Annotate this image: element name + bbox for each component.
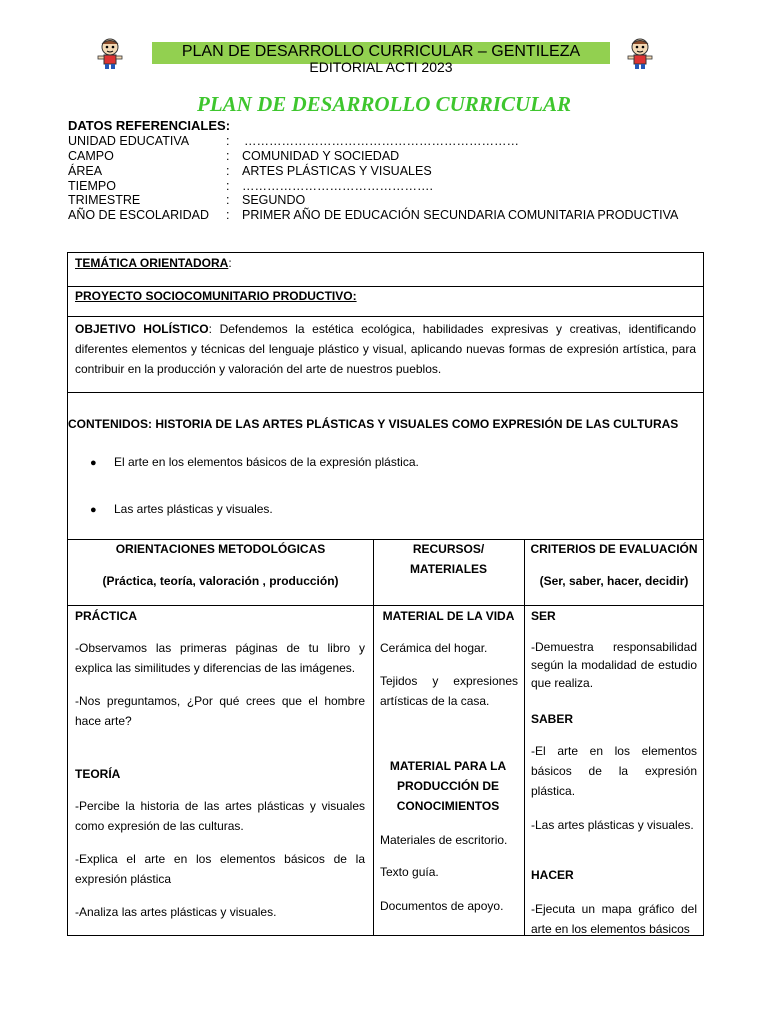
datos-row-unidad (68, 134, 519, 148)
col1-subheader: (Práctica, teoría, valoración , producción) (102, 574, 339, 588)
datos-value: PRIMER AÑO DE EDUCACIÓN SECUNDARIA COMUNITARIA PRODUCTIVA (242, 208, 679, 222)
header-banner (152, 42, 610, 75)
datos-row-tiempo (68, 179, 433, 193)
practica-item: -Nos preguntamos, ¿Por qué crees que el hombre hace arte? (75, 694, 365, 728)
datos-value: ARTES PLÁSTICAS Y VISUALES (242, 164, 432, 178)
hacer-heading: HACER (531, 868, 574, 882)
material-item: Texto guía. (380, 865, 439, 879)
objetivo-label: OBJETIVO HOLÍSTICO (75, 322, 209, 336)
mascot-right-icon (625, 37, 655, 71)
teoria-item: -Analiza las artes plásticas y visuales. (75, 905, 277, 919)
datos-sep: : (226, 208, 230, 222)
row-divider (68, 316, 703, 317)
bullet-icon: ● (90, 457, 97, 469)
saber-item: -Las artes plásticas y visuales. (531, 818, 694, 832)
datos-value: COMUNIDAD Y SOCIEDAD (242, 149, 400, 163)
mascot-left-icon (95, 37, 125, 71)
datos-value: ………………………………………………………… (244, 134, 519, 148)
col3-subheader: (Ser, saber, hacer, decidir) (539, 574, 689, 588)
bullet-icon: ● (90, 504, 97, 516)
tematica-colon: : (228, 256, 232, 270)
datos-row-trimestre (68, 193, 305, 207)
datos-label: UNIDAD EDUCATIVA (68, 134, 190, 148)
datos-heading: DATOS REFERENCIALES: (68, 118, 231, 133)
saber-item: -El arte en los elementos básicos de la expresión plástica. (531, 744, 697, 798)
tematica-row (75, 253, 232, 273)
teoria-item: -Percibe la historia de las artes plásticas y visuales como expresión de las culturas. (75, 799, 365, 833)
datos-value: ………………………………………. (242, 179, 433, 193)
banner-subtitle: EDITORIAL ACTI 2023 (309, 59, 453, 75)
practica-item: -Observamos las primeras páginas de tu libro y explica las similitudes y diferencias de las imágenes. (75, 641, 365, 675)
col3-header: CRITERIOS DE EVALUACIÓN (530, 542, 698, 556)
material-vida-heading: MATERIAL DE LA VIDA (382, 609, 515, 623)
contenidos-item (90, 502, 273, 516)
saber-heading: SABER (531, 712, 574, 726)
page-title: PLAN DE DESARROLLO CURRICULAR (197, 92, 571, 116)
datos-row-area (68, 164, 432, 178)
datos-label: CAMPO (68, 149, 114, 163)
hacer-item: -Ejecuta un mapa gráfico del arte en los elementos básicos (531, 902, 697, 936)
proyecto-label: PROYECTO SOCIOCOMUNITARIO PRODUCTIVO: (75, 289, 357, 303)
contenidos-item-text: Las artes plásticas y visuales. (114, 502, 273, 516)
datos-row-campo (68, 149, 399, 163)
datos-sep: : (226, 164, 230, 178)
col2-header-line1: RECURSOS/ (412, 542, 485, 556)
objetivo-cell (75, 319, 696, 379)
col2-header-line2: MATERIALES (409, 562, 488, 576)
teoria-heading: TEORÍA (75, 767, 121, 781)
datos-value: SEGUNDO (242, 193, 306, 207)
col1-header: ORIENTACIONES METODOLÓGICAS (115, 542, 326, 556)
datos-label: ÁREA (68, 164, 103, 178)
material-item: Documentos de apoyo. (380, 899, 504, 913)
contenidos-heading: CONTENIDOS: HISTORIA DE LAS ARTES PLÁSTICAS Y VISUALES COMO EXPRESIÓN DE LAS CULTURAS (68, 417, 679, 431)
curriculum-table (67, 252, 704, 936)
row-divider (68, 392, 703, 393)
material-item: Tejidos y expresiones artísticas de la casa. (380, 674, 518, 708)
practica-heading: PRÁCTICA (75, 609, 137, 623)
col-divider (524, 539, 525, 935)
col-divider (373, 539, 374, 935)
datos-label: AÑO DE ESCOLARIDAD (68, 208, 210, 222)
contenidos-item (90, 455, 419, 469)
ser-item: -Demuestra responsabilidad según la modalidad de estudio que realiza. (531, 640, 697, 690)
datos-sep: : (226, 149, 230, 163)
datos-row-anio (68, 208, 678, 222)
material-item: Materiales de escritorio. (380, 833, 508, 847)
contenidos-item-text: El arte en los elementos básicos de la expresión plástica. (114, 455, 419, 469)
datos-sep: : (226, 193, 230, 207)
datos-label: TIEMPO (68, 179, 116, 193)
datos-label: TRIMESTRE (68, 193, 141, 207)
objetivo-text: : Defendemos la estética ecológica, habilidades expresivas y creativas, identificando diferentes elementos y técnicas del lenguaje plástico y visual, aplicando nuevas formas de expresión artística, para contribuir en la producción y valoración del arte de nuestros pueblos. (75, 322, 696, 376)
material-produccion-heading: MATERIAL PARA LA PRODUCCIÓN DE CONOCIMIENTOS (389, 759, 507, 813)
banner-title: PLAN DE DESARROLLO CURRICULAR – GENTILEZA (181, 43, 581, 60)
tematica-label: TEMÁTICA ORIENTADORA (75, 256, 229, 270)
datos-sep: : (226, 179, 230, 193)
ser-heading: SER (531, 609, 556, 623)
teoria-item: -Explica el arte en los elementos básicos de la expresión plástica (75, 852, 365, 886)
material-item: Cerámica del hogar. (380, 641, 488, 655)
datos-sep: : (226, 134, 230, 148)
